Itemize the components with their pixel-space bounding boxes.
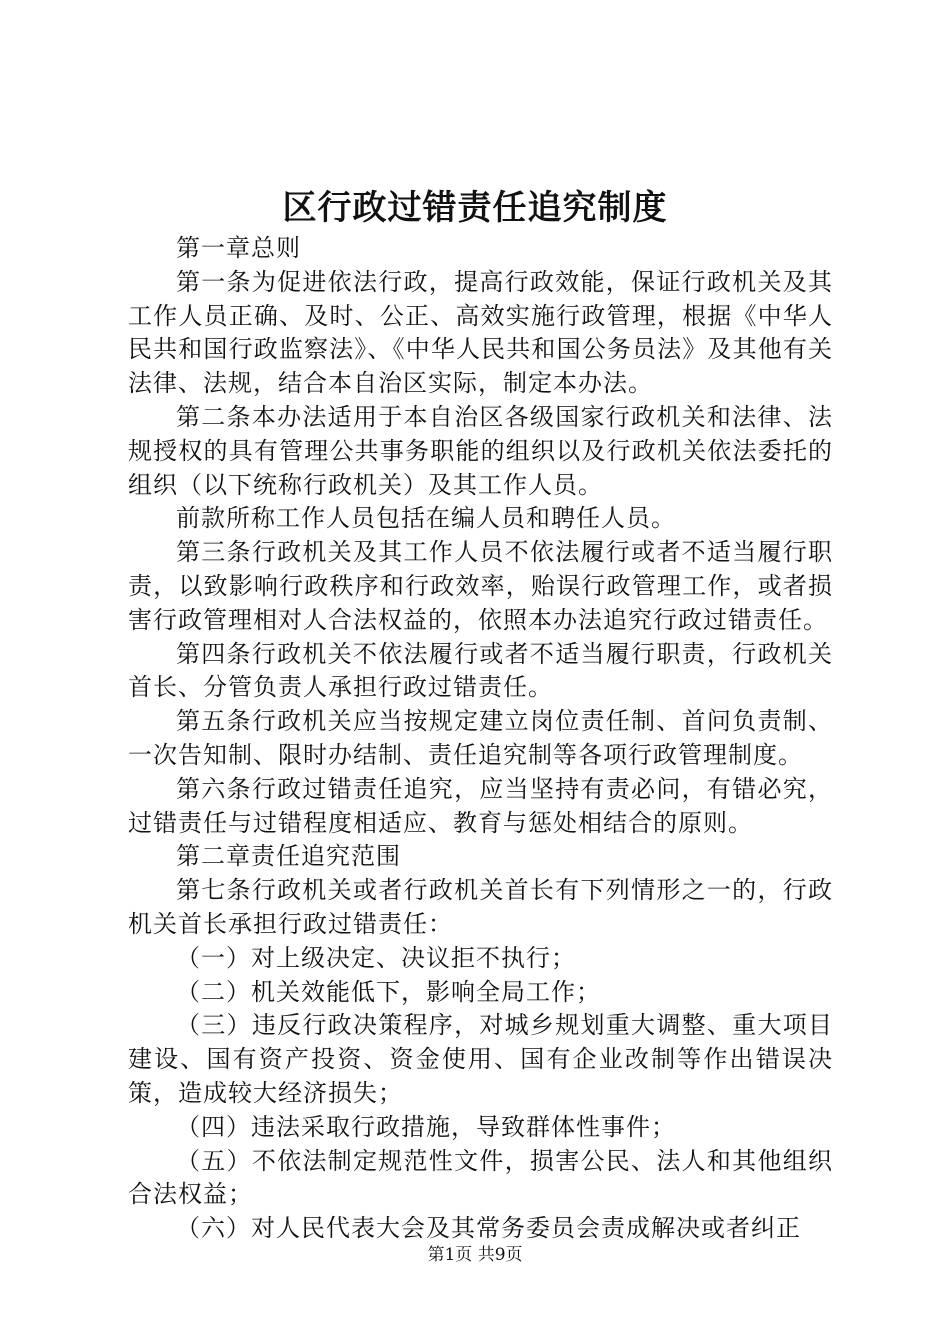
article-paragraph: 第三条行政机关及其工作人员不依法履行或者不适当履行职责，以致影响行政秩序和行政效率，贻误行政管理工作，或者损害行政管理相对人合法权益的，依照本办法追究行政过错责任。 — [128, 538, 833, 634]
article-paragraph: 第六条行政过错责任追究，应当坚持有责必问，有错必究，过错责任与过错程度相适应、教育与惩处相结合的原则。 — [128, 774, 833, 837]
article-paragraph: 第四条行政机关不依法履行或者不适当履行职责，行政机关首长、分管负责人承担行政过错责任。 — [128, 639, 833, 702]
article-paragraph: 第五条行政机关应当按规定建立岗位责任制、首问负责制、一次告知制、限时办结制、责任追究制等各项行政管理制度。 — [128, 707, 833, 769]
list-item: （五）不依法制定规范性文件，损害公民、法人和其他组织合法权益； — [128, 1146, 833, 1209]
list-item: （三）违反行政决策程序，对城乡规划重大调整、重大项目建设、国有资产投资、资金使用、国有企业改制等作出错误决策，造成较大经济损失； — [128, 1011, 833, 1107]
document-title: 区行政过错责任追究制度 — [282, 188, 668, 228]
list-item: （六）对人民代表大会及其常务委员会责成解决或者纠正 — [176, 1214, 801, 1243]
article-paragraph: 前款所称工作人员包括在编人员和聘任人员。 — [176, 504, 676, 533]
chapter-heading: 第一章总则 — [176, 234, 301, 262]
article-paragraph: 第七条行政机关或者行政机关首长有下列情形之一的，行政机关首长承担行政过错责任： — [128, 876, 833, 938]
document-body — [128, 232, 833, 1246]
list-item: （一）对上级决定、决议拒不执行； — [176, 943, 576, 972]
chapter-heading: 第二章责任追究范围 — [176, 842, 401, 871]
list-item: （二）机关效能低下，影响全局工作； — [176, 977, 601, 1006]
list-item: （四）违法采取行政措施，导致群体性事件； — [176, 1112, 676, 1141]
article-paragraph: 第一条为促进依法行政，提高行政效能，保证行政机关及其工作人员正确、及时、公正、高效实施行政管理，根据《中华人民共和国行政监察法》、《中华人民共和国公务员法》及其他有关法律、法规，结合本自治区实际，制定本办法。 — [128, 267, 833, 398]
page-number-footer: 第1页 共9页 — [427, 1245, 523, 1265]
article-paragraph: 第二条本办法适用于本自治区各级国家行政机关和法律、法规授权的具有管理公共事务职能的组织以及行政机关依法委托的组织（以下统称行政机关）及其工作人员。 — [128, 402, 833, 499]
